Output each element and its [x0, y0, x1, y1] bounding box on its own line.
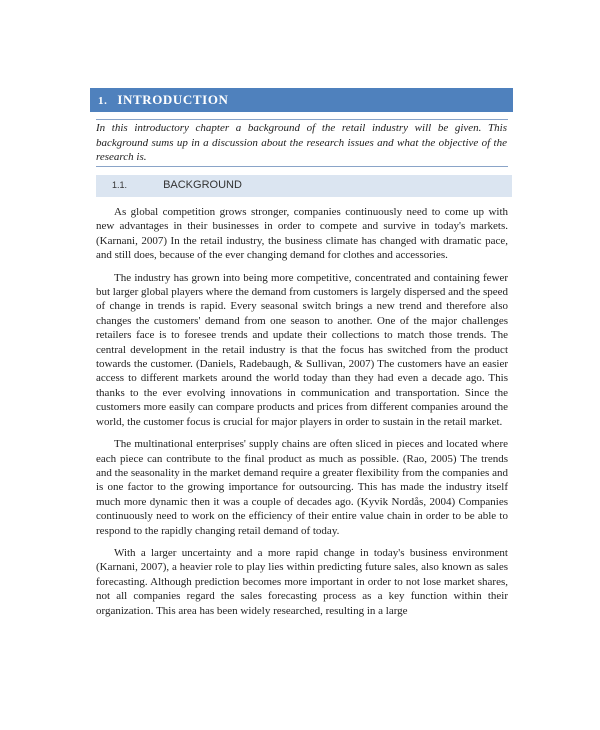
- paragraph: The multinational enterprises' supply chains are often sliced in pieces and located where each piece can contribute to the final product as much as possible. (Rao, 2005) The trends and the seasonality in the market demand require a greater flexibility from the companies and is one factor to the growing importance for outsourcing. This has made the industry itself much more dynamic then it was a couple of decades ago. (Kyvik Nordås, 2004) Companies continuously need to work on the efficiency of their entire value chain in order to be able to respond to the rapidly changing retail demand of today.: [96, 438, 508, 537]
- paragraph: The industry has grown into being more competitive, concentrated and containing fewer but larger global players where the demand from customers is largely dispersed and the speed of change in trends is rapid. Every seasonal switch brings a new trend and therefore also changes the customers' demand from one season to another. One of the major challenges retailers face is to foresee trends and update their collections to match those trends. The central development in the retail industry is that the focus has switched from the product towards the customer. (Daniels, Radebaugh, & Sullivan, 2007) The customers have an easier access to different markets around the world today than they had even a decade ago. This thanks to the ever evolving innovations in communication and transportation. Since the customers more easily can compare products and prices from different companies around the world, the customer focus is crucial for major players in order to sustain in the retail market.: [96, 271, 508, 428]
- section-number: 1.1.: [112, 180, 128, 190]
- section-title: BACKGROUND: [163, 179, 242, 191]
- paragraph: As global competition grows stronger, companies continuously need to come up with new advantages in their businesses in order to compete and survive in today's markets. (Karnani, 2007) In the retail industry, the business climate has changed with dramatic pace, and still does, because of the ever changing demand for clothes and accessories.: [96, 206, 508, 262]
- intro-rule-bottom: [96, 166, 508, 167]
- intro-rule-top: [96, 119, 508, 120]
- chapter-heading: [90, 88, 513, 112]
- paragraph: With a larger uncertainty and a more rapid change in today's business environment (Karnani, 2007), a heavier role to play lies within predicting future sales, also known as sales forecasting. Although prediction becomes more important in order to not lose market shares, not all companies regard the sales forecasting process as a key function within their organization. This area has been widely researched, resulting in a large: [96, 546, 508, 617]
- section-heading: [96, 175, 512, 197]
- intro-summary: In this introductory chapter a background of the retail industry will be given. This background sums up in a discussion about the research issues and what the objective of the research is.: [96, 122, 507, 163]
- chapter-title: INTRODUCTION: [117, 92, 229, 107]
- chapter-number: 1.: [98, 95, 108, 107]
- body-text: [96, 205, 508, 626]
